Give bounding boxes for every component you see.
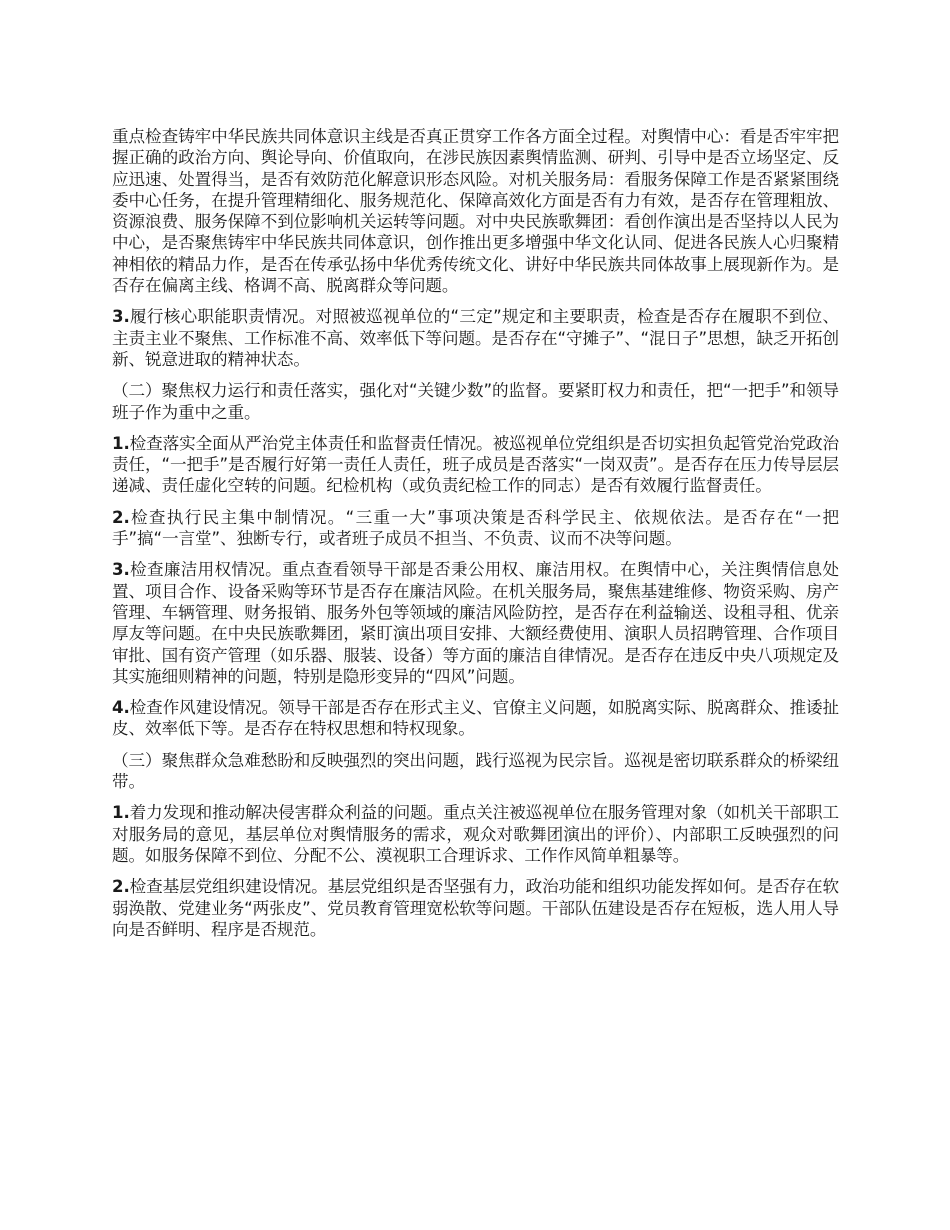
paragraph-text: 检查落实全面从严治党主体责任和监督责任情况。被巡视单位党组织是否切实担负起管党治党政治责任，“一把手”是否履行好第一责任人责任，班子成员是否落实“一岗双责”。是否存在压力传导层层递减、责任虚化空转的问题。纪检机构（或负责纪检工作的同志）是否有效履行监督责任。 [112,433,839,496]
paragraph-5 [112,559,839,687]
paragraph-2 [112,380,839,423]
paragraph-8 [112,802,839,866]
paragraph-number: 2. [112,877,130,897]
paragraph-number: 3. [112,560,130,580]
paragraph-number: 1. [112,803,130,823]
paragraph-text: （二）聚焦权力运行和责任落实，强化对“关键少数”的监督。要紧盯权力和责任，把“一把手”和领导班子作为重中之重。 [112,381,839,422]
paragraph-text: 履行核心职能职责情况。对照被巡视单位的“三定”规定和主要职责，检查是否存在履职不到位、主责主业不聚焦、工作标准不高、效率低下等问题。是否存在“守摊子”、“混日子”思想，缺乏开拓创新、锐意进取的精神状态。 [112,307,839,369]
paragraph-text: （三）聚焦群众急难愁盼和反映强烈的突出问题，践行巡视为民宗旨。巡视是密切联系群众的桥梁纽带。 [112,750,839,792]
paragraph-text: 重点检查铸牢中华民族共同体意识主线是否真正贯穿工作各方面全过程。对舆情中心：看是否牢牢把握正确的政治方向、舆论导向、价值取向，在涉民族因素舆情监测、研判、引导中是否立场坚定、反应迅速、处置得当，是否有效防范化解意识形态风险。对机关服务局：看服务保障工作是否紧紧围绕委中心任务，在提升管理精细化、服务规范化、保障高效化方面是否有力有效，是否存在管理粗放、资源浪费、服务保障不到位影响机关运转等问题。对中央民族歌舞团：看创作演出是否坚持以人民为中心，是否聚焦铸牢中华民族共同体意识，创作推出更多增强中华文化认同、促进各民族人心归聚精神相依的精品力作，是否在传承弘扬中华优秀传统文化、讲好中华民族共同体故事上展现新作为。是否存在偏离主线、格调不高、脱离群众等问题。 [112,127,839,296]
paragraph-3 [112,433,839,497]
paragraph-number: 3. [112,307,130,327]
paragraph-text: 检查基层党组织建设情况。基层党组织是否坚强有力，政治功能和组织功能发挥如何。是否存在软弱涣散、党建业务“两张皮”、党员教育管理宽松软等问题。干部队伍建设是否存在短板，选人用人导向是否鲜明、程序是否规范。 [112,877,839,939]
paragraph-0 [112,126,839,296]
paragraph-1 [112,306,839,370]
paragraph-text: 着力发现和推动解决侵害群众利益的问题。重点关注被巡视单位在服务管理对象（如机关干部职工对服务局的意见，基层单位对舆情服务的需求，观众对歌舞团演出的评价）、内部职工反映强烈的问题。如服务保障不到位、分配不公、漠视职工合理诉求、工作作风简单粗暴等。 [112,803,839,865]
paragraph-text: 检查执行民主集中制情况。“三重一大”事项决策是否科学民主、依规依法。是否存在“一把手”搞“一言堂”、独断专行，或者班子成员不担当、不负责、议而不决等问题。 [112,507,839,549]
paragraph-text: 检查作风建设情况。领导干部是否存在形式主义、官僚主义问题，如脱离实际、脱离群众、推诿扯皮、效率低下等。是否存在特权思想和特权现象。 [112,698,839,739]
paragraph-9 [112,876,839,940]
paragraph-number: 2. [112,507,130,527]
paragraph-text: 检查廉洁用权情况。重点查看领导干部是否秉公用权、廉洁用权。在舆情中心，关注舆情信息处置、项目合作、设备采购等环节是否存在廉洁风险。在机关服务局，聚焦基建维修、物资采购、房产管理、车辆管理、财务报销、服务外包等领域的廉洁风险防控，是否存在利益输送、设租寻租、优亲厚友等问题。在中央民族歌舞团，紧盯演出项目安排、大额经费使用、演职人员招聘管理、合作项目审批、国有资产管理（如乐器、服装、设备）等方面的廉洁自律情况。是否存在违反中央八项规定及其实施细则精神的问题，特别是隐形变异的“四风”问题。 [112,560,839,686]
paragraph-7 [112,750,839,793]
paragraph-number: 4. [112,698,130,718]
paragraph-number: 1. [112,433,130,453]
paragraph-4 [112,507,839,550]
paragraph-6 [112,697,839,740]
document-body [112,126,839,950]
